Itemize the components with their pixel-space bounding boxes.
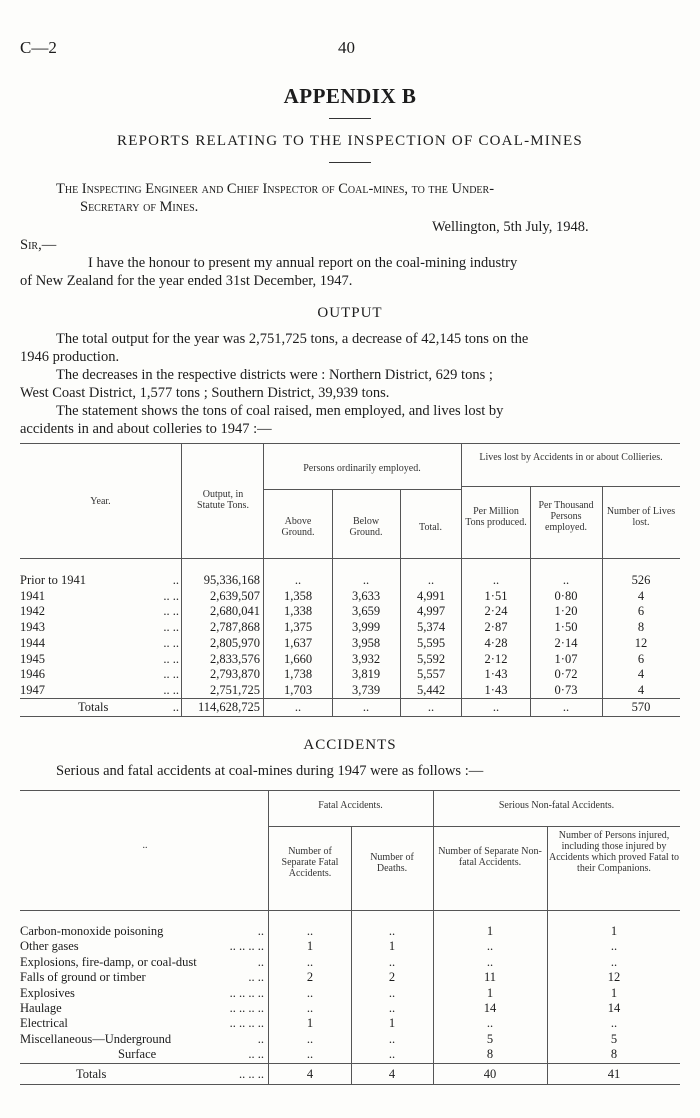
output-cell-total: 5,592 [416, 651, 446, 666]
col-output-header: Output, in Statute Tons. [197, 489, 249, 511]
output-cell-year: 1945 [20, 651, 45, 666]
accident-cell-sep-fatal: .. [306, 954, 314, 969]
accident-cell-sep-nonfatal: .. [486, 954, 494, 969]
accident-cell-injured: 14 [607, 1001, 621, 1015]
accident-cell-injured: 1 [610, 924, 618, 938]
output-cell-total: 5,374 [416, 620, 446, 635]
accident-cell-dots: .. [257, 924, 264, 938]
output-cell-per-million: 2·24 [484, 604, 508, 619]
blank-header-dots: .. [142, 840, 148, 851]
accident-cell-dots: .. .. .. .. [229, 1001, 264, 1015]
output-cell-output: 2,833,576 [210, 651, 260, 666]
output-cell-dots: .. [172, 573, 179, 587]
output-cell-per-thousand: 0·80 [554, 588, 578, 603]
accident-cell-sep-fatal: .. [306, 985, 314, 1000]
accident-cell-deaths: .. [388, 954, 396, 969]
output-cell-above: .. [294, 573, 302, 587]
accident-cause: Explosions, fire-damp, or coal-dust [20, 954, 197, 969]
accidents-heading: ACCIDENTS [303, 737, 397, 753]
output-total-dots: .. [172, 700, 179, 714]
accident-cell-dots: .. .. [248, 1047, 264, 1062]
output-total-below: .. [362, 700, 370, 714]
output-cell-above: 1,375 [283, 620, 313, 635]
output-cell-total: .. [427, 573, 435, 587]
accident-cell-injured: 8 [610, 1047, 618, 1062]
deaths-header: Number of Deaths. [370, 852, 414, 874]
output-cell-dots: .. .. [163, 635, 179, 650]
output-cell-below: 3,932 [351, 651, 381, 666]
accident-cause: Carbon-monoxide poisoning [20, 924, 164, 938]
accident-cell-sep-fatal: .. [306, 1001, 314, 1015]
accident-cell-sep-fatal: 1 [306, 1016, 314, 1031]
accident-total-injured: 41 [607, 1067, 621, 1081]
accident-cell-sep-fatal: .. [306, 924, 314, 938]
output-cell-per-thousand: 1·50 [554, 620, 578, 635]
output-cell-total: 5,595 [416, 635, 446, 650]
output-cell-year: 1946 [20, 667, 45, 682]
accident-total-label: Totals [76, 1067, 107, 1081]
output-para1-line2: 1946 production. [20, 349, 120, 365]
col-per-million-header: Per Million Tons produced. [465, 506, 527, 528]
fatal-header: Fatal Accidents. [318, 800, 383, 811]
output-para1-line1: The total output for the year was 2,751,725 tons, a decrease of 42,145 tons on the [56, 331, 529, 347]
output-para2-line2: West Coast District, 1,577 tons ; Southern District, 39,939 tons. [20, 385, 390, 401]
accident-cell-sep-nonfatal: 5 [486, 1031, 494, 1046]
accident-cell-sep-nonfatal: 1 [486, 924, 494, 938]
accident-cause: Surface [118, 1047, 157, 1062]
output-cell-per-thousand: 1·20 [554, 604, 578, 619]
accident-cell-injured: .. [610, 1016, 618, 1031]
accident-cell-sep-fatal: 2 [306, 970, 314, 985]
col-total-header: Total. [419, 522, 442, 533]
output-cell-lives: 8 [637, 620, 645, 635]
col-number-lives-header: Number of Lives lost. [606, 506, 676, 528]
output-cell-lives: 4 [637, 667, 645, 682]
intro-line-1: I have the honour to present my annual report on the coal-mining industry [88, 255, 518, 271]
accident-cell-deaths: 2 [388, 970, 396, 985]
output-cell-output: 2,751,725 [210, 682, 260, 697]
output-total-output: 114,628,725 [197, 700, 260, 714]
output-cell-total: 4,991 [416, 588, 446, 603]
output-cell-year: Prior to 1941 [20, 573, 86, 587]
accident-cell-sep-fatal: 1 [306, 939, 314, 954]
output-cell-per-million: 2·87 [484, 620, 508, 635]
accident-cell-sep-nonfatal: 8 [486, 1047, 494, 1062]
appendix-title: APPENDIX B [283, 84, 417, 108]
accident-cell-sep-nonfatal: .. [486, 939, 494, 954]
accident-cell-deaths: .. [388, 1047, 396, 1062]
col-below-header: Below Ground. [349, 516, 383, 538]
output-cell-output: 2,787,868 [210, 620, 260, 635]
output-cell-dots: .. .. [163, 651, 179, 666]
accident-cause: Miscellaneous—Underground [20, 1031, 172, 1046]
output-cell-per-thousand: 0·73 [554, 682, 578, 697]
sep-nonfatal-header: Number of Separate Non-fatal Accidents. [438, 846, 542, 868]
output-total-total: .. [427, 700, 435, 714]
output-cell-above: 1,338 [283, 604, 313, 619]
accident-cause: Electrical [20, 1016, 68, 1031]
addressee-line-2: Secretary of Mines. [80, 199, 199, 215]
output-cell-above: 1,358 [283, 588, 313, 603]
output-cell-output: 95,336,168 [203, 573, 260, 587]
accidents-intro: Serious and fatal accidents at coal-mines during 1947 were as follows :— [56, 763, 484, 779]
intro-line-2: of New Zealand for the year ended 31st December, 1947. [20, 273, 353, 289]
accident-cell-sep-nonfatal: .. [486, 1016, 494, 1031]
output-cell-year: 1943 [20, 620, 45, 635]
output-cell-dots: .. .. [163, 620, 179, 635]
output-cell-per-million: 1·51 [484, 588, 508, 603]
accident-cell-injured: 1 [610, 985, 618, 1000]
accident-cell-sep-fatal: .. [306, 1031, 314, 1046]
accident-cell-dots: .. .. .. .. [229, 939, 264, 954]
accident-cell-dots: .. [257, 954, 264, 969]
accident-cell-dots: .. .. .. .. [229, 985, 264, 1000]
output-cell-dots: .. .. [163, 682, 179, 697]
col-per-thousand-header: Per Thousand Persons employed. [538, 500, 594, 533]
accident-cell-sep-nonfatal: 11 [483, 970, 497, 985]
output-total-lives: 570 [631, 700, 651, 714]
accident-cell-injured: 5 [610, 1031, 618, 1046]
accident-cause: Explosives [20, 985, 75, 1000]
output-cell-output: 2,793,870 [210, 667, 260, 682]
output-cell-below: .. [362, 573, 370, 587]
output-cell-below: 3,958 [351, 635, 381, 650]
output-cell-output: 2,639,507 [210, 588, 260, 603]
output-para3-line1: The statement shows the tons of coal raised, men employed, and lives lost by [56, 403, 504, 419]
output-cell-lives: 6 [637, 651, 645, 666]
output-cell-above: 1,738 [283, 667, 313, 682]
accident-total-sep-fatal: 4 [306, 1067, 314, 1081]
output-cell-output: 2,805,970 [210, 635, 260, 650]
title-rule [329, 118, 371, 119]
col-year-header: Year. [90, 496, 111, 507]
output-total-per-million: .. [492, 700, 500, 714]
output-cell-below: 3,659 [351, 604, 381, 619]
output-cell-above: 1,660 [283, 651, 313, 666]
output-cell-year: 1942 [20, 604, 45, 619]
accident-cell-injured: .. [610, 954, 618, 969]
output-cell-total: 4,997 [416, 604, 446, 619]
accident-cell-injured: .. [610, 939, 618, 954]
accident-cell-dots: .. [257, 1031, 264, 1046]
salutation: Sir,— [20, 237, 57, 253]
output-cell-dots: .. .. [163, 588, 179, 603]
accident-cell-sep-nonfatal: 14 [483, 1001, 497, 1015]
output-cell-per-thousand: 0·72 [554, 667, 578, 682]
output-cell-year: 1944 [20, 635, 45, 650]
output-cell-lives: 6 [637, 604, 645, 619]
output-para2-line1: The decreases in the respective districts were : Northern District, 629 tons ; [56, 367, 493, 383]
accident-cell-dots: .. .. .. .. [229, 1016, 264, 1031]
output-cell-total: 5,442 [416, 682, 446, 697]
output-cell-year: 1947 [20, 682, 45, 697]
accident-cause: Other gases [20, 939, 79, 954]
output-cell-lives: 4 [637, 682, 645, 697]
series-code: C—2 [20, 38, 57, 57]
output-cell-per-million: 2·12 [484, 651, 508, 666]
persons-injured-header: Number of Persons injured, including those injured by Accidents which proved Fatal to their Companions. [549, 830, 679, 874]
accident-cell-deaths: .. [388, 1031, 396, 1046]
accident-cell-deaths: 1 [388, 939, 396, 954]
output-cell-per-thousand: 1·07 [554, 651, 578, 666]
accident-cell-injured: 12 [607, 970, 621, 985]
output-cell-output: 2,680,041 [210, 604, 260, 619]
place-date: Wellington, 5th July, 1948. [432, 219, 589, 235]
sep-fatal-header: Number of Separate Fatal Accidents. [281, 846, 339, 879]
output-cell-dots: .. .. [163, 604, 179, 619]
output-para3-line2: accidents in and about colleries to 1947 :— [20, 421, 272, 437]
output-total-label: Totals [78, 700, 109, 714]
output-cell-per-million: .. [492, 573, 500, 587]
accident-total-dots: .. .. .. [239, 1067, 264, 1081]
output-cell-year: 1941 [20, 588, 45, 603]
addressee-line-1: The Inspecting Engineer and Chief Inspector of Coal-mines, to the Under- [56, 181, 495, 197]
accident-cell-deaths: .. [388, 924, 396, 938]
col-above-header: Above Ground. [281, 516, 315, 538]
output-cell-dots: .. .. [163, 667, 179, 682]
output-cell-per-thousand: .. [562, 573, 570, 587]
accident-cell-dots: .. .. [248, 970, 264, 985]
page-number: 40 [338, 38, 355, 57]
output-cell-per-million: 4·28 [484, 635, 508, 650]
output-cell-below: 3,633 [351, 588, 381, 603]
output-cell-lives: 526 [631, 573, 651, 587]
output-cell-lives: 12 [634, 635, 648, 650]
output-cell-below: 3,999 [351, 620, 381, 635]
output-cell-per-million: 1·43 [484, 667, 508, 682]
output-cell-total: 5,557 [416, 667, 446, 682]
output-cell-per-million: 1·43 [484, 682, 508, 697]
col-lives-header: Lives lost by Accidents in or about Collieries. [479, 452, 663, 463]
accident-cell-sep-fatal: .. [306, 1047, 314, 1062]
accident-total-sep-nonfatal: 40 [483, 1067, 497, 1081]
output-cell-below: 3,819 [351, 667, 381, 682]
output-cell-above: 1,637 [283, 635, 313, 650]
accident-cause: Falls of ground or timber [20, 970, 146, 985]
col-persons-header: Persons ordinarily employed. [303, 463, 421, 474]
accident-cell-deaths: .. [388, 1001, 396, 1015]
accident-cell-sep-nonfatal: 1 [486, 985, 494, 1000]
output-total-above: .. [294, 700, 302, 714]
nonfatal-header: Serious Non-fatal Accidents. [498, 800, 615, 811]
subtitle-rule [329, 162, 371, 163]
output-total-per-thousand: .. [562, 700, 570, 714]
accident-cell-deaths: 1 [388, 1016, 396, 1031]
accident-cell-deaths: .. [388, 985, 396, 1000]
output-cell-below: 3,739 [351, 682, 381, 697]
output-cell-lives: 4 [637, 588, 645, 603]
accident-total-deaths: 4 [388, 1067, 396, 1081]
accident-cause: Haulage [20, 1001, 62, 1015]
output-cell-per-thousand: 2·14 [554, 635, 578, 650]
report-subtitle: REPORTS RELATING TO THE INSPECTION OF COAL-MINES [117, 133, 583, 149]
output-cell-above: 1,703 [283, 682, 313, 697]
output-heading: OUTPUT [317, 305, 383, 321]
